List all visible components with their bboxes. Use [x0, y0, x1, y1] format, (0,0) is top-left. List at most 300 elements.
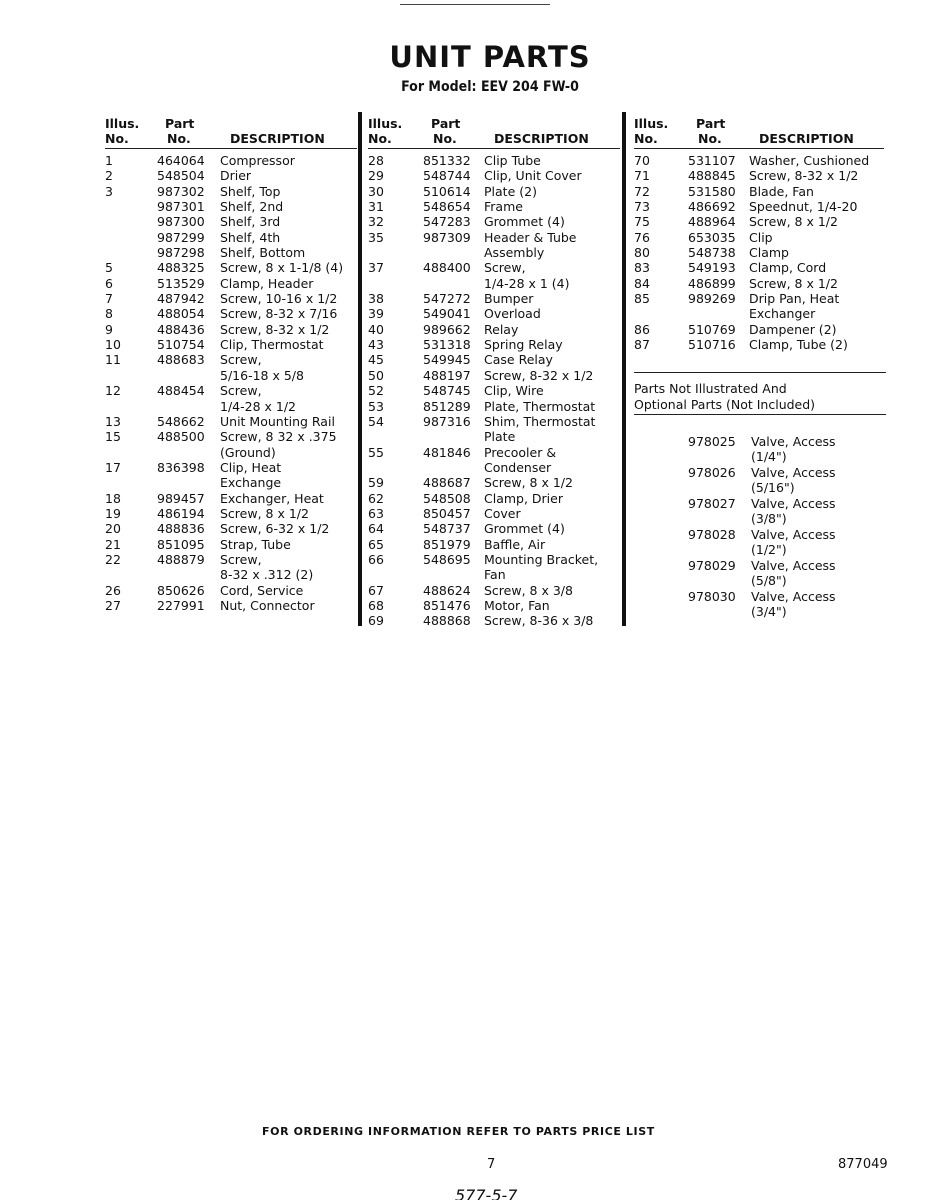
part-number: 978028 — [688, 527, 736, 542]
illus-header: Illus. — [105, 116, 140, 131]
part-number: 548744 — [423, 168, 471, 184]
part-row — [368, 552, 620, 583]
illus-number: 11 — [105, 352, 121, 368]
optional-part-row — [634, 589, 886, 620]
part-description — [484, 306, 620, 321]
illus-header: No. — [105, 131, 129, 146]
part-number: 464064 — [157, 153, 205, 168]
part-description — [220, 521, 357, 536]
illus-header: No. — [634, 131, 658, 146]
description-line: Screw, 8 x 1/2 — [749, 214, 838, 230]
part-number: 488500 — [157, 429, 205, 445]
part-description — [484, 184, 620, 199]
part-number: 836398 — [157, 459, 205, 475]
part-description — [484, 506, 620, 521]
part-description — [484, 337, 620, 352]
part-number: 486692 — [688, 199, 736, 215]
illus-number: 70 — [634, 153, 650, 168]
part-row — [105, 184, 357, 199]
description-line: Screw, 8-32 x 1/2 — [484, 367, 594, 383]
part-description — [749, 322, 884, 337]
column-header — [634, 114, 884, 149]
part-row — [368, 445, 620, 476]
part-row — [368, 184, 620, 199]
part-number: 531107 — [688, 153, 736, 168]
part-description — [220, 168, 357, 183]
part-number: 486899 — [688, 275, 736, 291]
illus-header: No. — [368, 131, 392, 146]
part-number: 987316 — [423, 413, 471, 429]
description-line: Dampener (2) — [749, 321, 837, 337]
illus-number: 67 — [368, 582, 384, 598]
part-number: 987298 — [157, 245, 205, 261]
illus-number: 65 — [368, 536, 384, 552]
part-description — [220, 429, 357, 460]
part-row — [105, 214, 357, 229]
part-number: 987301 — [157, 199, 205, 215]
part-row — [368, 322, 620, 337]
description-line: (Ground) — [220, 444, 276, 460]
part-number: 850457 — [423, 505, 471, 521]
column-divider — [622, 112, 626, 626]
part-header: Part — [696, 116, 726, 131]
part-row — [634, 245, 884, 260]
illus-number: 54 — [368, 413, 384, 429]
part-description — [751, 496, 836, 526]
description-line: Plate — [484, 429, 516, 445]
part-row — [105, 306, 357, 321]
part-row — [634, 153, 884, 168]
part-number: 488683 — [157, 352, 205, 368]
part-row — [105, 537, 357, 552]
part-row — [368, 521, 620, 536]
part-row — [634, 322, 884, 337]
column-header — [368, 114, 620, 149]
part-row — [368, 537, 620, 552]
description-line: Plate, Thermostat — [484, 398, 596, 414]
part-number: 547283 — [423, 214, 471, 230]
illus-number: 69 — [368, 613, 384, 629]
part-description — [484, 552, 620, 583]
part-row — [634, 291, 884, 322]
description-line: Plate (2) — [484, 183, 537, 199]
description-line: Screw, — [484, 260, 526, 276]
part-description — [220, 552, 357, 583]
part-description — [484, 291, 620, 306]
illus-number: 32 — [368, 214, 384, 230]
part-description — [220, 276, 357, 291]
part-header: Part — [165, 116, 195, 131]
part-description — [484, 414, 620, 445]
part-row — [105, 383, 357, 414]
description-line: 1/4-28 x 1/2 — [220, 398, 296, 414]
part-description — [220, 352, 357, 383]
illus-number: 7 — [105, 291, 113, 307]
part-row — [368, 168, 620, 183]
part-number: 548662 — [157, 413, 205, 429]
illus-number: 18 — [105, 490, 121, 506]
illus-number: 53 — [368, 398, 384, 414]
part-row — [105, 506, 357, 521]
part-number: 548695 — [423, 551, 471, 567]
illus-number: 27 — [105, 597, 121, 613]
part-description — [220, 583, 357, 598]
description-line: Drier — [220, 168, 252, 184]
parts-column — [634, 114, 884, 352]
illus-number: 68 — [368, 597, 384, 613]
description-line: Shelf, 3rd — [220, 214, 281, 230]
part-row — [368, 352, 620, 367]
description-line: Spring Relay — [484, 337, 563, 353]
part-number: 987309 — [423, 229, 471, 245]
part-number: 978029 — [688, 558, 736, 573]
description-line: Clamp — [749, 245, 789, 261]
description-line: Exchanger, Heat — [220, 490, 324, 506]
description-line: Bumper — [484, 291, 534, 307]
divider — [634, 372, 886, 381]
illus-number: 52 — [368, 383, 384, 399]
part-description — [749, 230, 884, 245]
part-row — [634, 337, 884, 352]
part-description — [751, 434, 836, 464]
illus-number: 1 — [105, 153, 113, 168]
description-line: Screw, 8 x 1/2 — [749, 275, 838, 291]
illus-number: 5 — [105, 260, 113, 276]
description-line: Shelf, Bottom — [220, 245, 306, 261]
part-description — [749, 214, 884, 229]
illus-header: Illus. — [368, 116, 403, 131]
illus-number: 63 — [368, 505, 384, 521]
illus-number: 19 — [105, 505, 121, 521]
description-header: DESCRIPTION — [759, 131, 854, 146]
handwritten-note: 577-5-7 — [455, 1186, 518, 1200]
part-row — [634, 199, 884, 214]
part-number: 989662 — [423, 321, 471, 337]
part-number: 978025 — [688, 434, 736, 449]
description-line: Screw, 8-36 x 3/8 — [484, 613, 594, 629]
description-line: Case Relay — [484, 352, 553, 368]
part-number: 851979 — [423, 536, 471, 552]
illus-number: 72 — [634, 183, 650, 199]
description-line: (3/4") — [751, 604, 787, 619]
illus-number: 2 — [105, 168, 113, 184]
part-row — [634, 184, 884, 199]
part-number: 488836 — [157, 521, 205, 537]
part-number: 850626 — [157, 582, 205, 598]
part-row — [368, 260, 620, 291]
part-description — [220, 153, 357, 168]
part-number: 486194 — [157, 505, 205, 521]
part-row — [105, 276, 357, 291]
part-number: 978030 — [688, 589, 736, 604]
part-number: 549945 — [423, 352, 471, 368]
part-row — [368, 506, 620, 521]
part-description — [220, 214, 357, 229]
description-line: Speednut, 1/4-20 — [749, 199, 858, 215]
part-row — [105, 598, 357, 613]
part-description — [751, 589, 836, 619]
illus-number: 59 — [368, 475, 384, 491]
description-line: Motor, Fan — [484, 597, 550, 613]
part-number: 851476 — [423, 597, 471, 613]
part-row — [634, 230, 884, 245]
part-description — [220, 414, 357, 429]
part-number: 987300 — [157, 214, 205, 230]
part-number: 227991 — [157, 597, 205, 613]
part-description — [220, 199, 357, 214]
description-line: Fan — [484, 567, 506, 583]
part-number: 547272 — [423, 291, 471, 307]
illus-number: 73 — [634, 199, 650, 215]
description-line: (1/2") — [751, 542, 787, 557]
part-description — [751, 558, 836, 588]
description-line: Clip, Wire — [484, 383, 544, 399]
part-number: 851332 — [423, 153, 471, 168]
part-row — [634, 214, 884, 229]
part-description — [220, 460, 357, 491]
part-row — [105, 460, 357, 491]
part-description — [220, 491, 357, 506]
part-number: 488454 — [157, 383, 205, 399]
part-row — [105, 552, 357, 583]
part-row — [368, 153, 620, 168]
part-row — [368, 383, 620, 398]
part-description — [484, 598, 620, 613]
part-number: 548504 — [157, 168, 205, 184]
optional-part-row — [634, 496, 886, 527]
part-description — [220, 306, 357, 321]
description-line: Screw, 8 x 1/2 — [220, 505, 309, 521]
description-line: Blade, Fan — [749, 183, 814, 199]
illus-number: 85 — [634, 291, 650, 307]
description-line: Valve, Access — [751, 496, 836, 511]
illus-number: 64 — [368, 521, 384, 537]
heading-line: Optional Parts (Not Included) — [634, 397, 816, 412]
part-description — [749, 168, 884, 183]
part-number: 488845 — [688, 168, 736, 184]
description-line: Clamp, Cord — [749, 260, 827, 276]
illus-number: 35 — [368, 229, 384, 245]
description-line: (5/8") — [751, 573, 787, 588]
part-number: 510769 — [688, 321, 736, 337]
part-number: 487942 — [157, 291, 205, 307]
part-row — [368, 368, 620, 383]
description-line: Nut, Connector — [220, 597, 315, 613]
illus-number: 22 — [105, 551, 121, 567]
illus-number: 13 — [105, 413, 121, 429]
description-line: Exchanger — [749, 306, 816, 322]
illus-number: 75 — [634, 214, 650, 230]
description-line: (3/8") — [751, 511, 787, 526]
optional-part-row — [634, 465, 886, 496]
illus-number: 87 — [634, 337, 650, 353]
description-line: Screw, 8 32 x .375 — [220, 429, 337, 445]
part-description — [220, 291, 357, 306]
part-description — [484, 352, 620, 367]
illus-number: 3 — [105, 183, 113, 199]
part-number: 548745 — [423, 383, 471, 399]
part-description — [484, 537, 620, 552]
description-line: Valve, Access — [751, 465, 836, 480]
illus-number: 20 — [105, 521, 121, 537]
illus-number: 43 — [368, 337, 384, 353]
part-number: 548654 — [423, 199, 471, 215]
part-number: 548508 — [423, 490, 471, 506]
illus-number: 9 — [105, 321, 113, 337]
part-description — [484, 322, 620, 337]
description-line: Grommet (4) — [484, 214, 565, 230]
part-number: 978027 — [688, 496, 736, 511]
description-line: Cover — [484, 505, 521, 521]
part-number: 510716 — [688, 337, 736, 353]
description-line: Overload — [484, 306, 541, 322]
part-number: 978026 — [688, 465, 736, 480]
description-line: Baffle, Air — [484, 536, 546, 552]
part-number: 488624 — [423, 582, 471, 598]
part-row — [105, 521, 357, 536]
scan-mark — [400, 4, 550, 5]
part-description — [484, 260, 620, 291]
part-header: No. — [698, 131, 722, 146]
description-line: Screw, 8-32 x 7/16 — [220, 306, 338, 322]
part-number: 488436 — [157, 321, 205, 337]
description-line: Valve, Access — [751, 589, 836, 604]
description-line: Condenser — [484, 459, 552, 475]
part-description — [484, 583, 620, 598]
part-description — [749, 184, 884, 199]
part-description — [484, 613, 620, 628]
part-number: 531580 — [688, 183, 736, 199]
description-line: Mounting Bracket, — [484, 551, 599, 567]
illus-number: 84 — [634, 275, 650, 291]
part-description — [749, 337, 884, 352]
illus-number: 12 — [105, 383, 121, 399]
heading-line: Parts Not Illustrated And — [634, 381, 787, 396]
part-row — [105, 199, 357, 214]
part-description — [484, 230, 620, 261]
illus-number: 8 — [105, 306, 113, 322]
description-line: (5/16") — [751, 480, 795, 495]
description-line: Strap, Tube — [220, 536, 291, 552]
optional-part-row — [634, 434, 886, 465]
column-header — [105, 114, 357, 149]
description-line: Valve, Access — [751, 558, 836, 573]
part-number: 987299 — [157, 229, 205, 245]
description-line: Valve, Access — [751, 434, 836, 449]
part-description — [220, 598, 357, 613]
part-description — [749, 260, 884, 275]
part-row — [368, 214, 620, 229]
description-line: Screw, 8 x 1/2 — [484, 475, 573, 491]
description-line: Shelf, Top — [220, 183, 281, 199]
part-description — [220, 260, 357, 275]
part-number: 510614 — [423, 183, 471, 199]
part-number: 513529 — [157, 275, 205, 291]
description-line: Screw, 10-16 x 1/2 — [220, 291, 338, 307]
part-number: 488325 — [157, 260, 205, 276]
ordering-note: FOR ORDERING INFORMATION REFER TO PARTS PRICE LIST — [262, 1125, 655, 1138]
part-row — [105, 245, 357, 260]
part-description — [749, 245, 884, 260]
part-number: 488964 — [688, 214, 736, 230]
description-line: Shelf, 4th — [220, 229, 281, 245]
description-line: Screw, 8-32 x 1/2 — [220, 321, 330, 337]
description-line: Screw, 6-32 x 1/2 — [220, 521, 330, 537]
part-number: 488400 — [423, 260, 471, 276]
parts-column — [368, 114, 620, 629]
description-line: Header & Tube — [484, 229, 577, 245]
part-number: 488868 — [423, 613, 471, 629]
part-number: 548737 — [423, 521, 471, 537]
part-row — [105, 491, 357, 506]
part-row — [105, 429, 357, 460]
part-row — [368, 491, 620, 506]
part-row — [368, 583, 620, 598]
part-number: 488054 — [157, 306, 205, 322]
part-description — [484, 521, 620, 536]
part-description — [484, 153, 620, 168]
part-description — [220, 230, 357, 245]
illus-number: 30 — [368, 183, 384, 199]
illus-number: 76 — [634, 229, 650, 245]
model-subtitle: For Model: EEV 204 FW-0 — [401, 79, 579, 95]
column-divider — [358, 112, 362, 626]
part-description — [749, 291, 884, 322]
part-description — [751, 527, 836, 557]
part-description — [749, 199, 884, 214]
part-description — [220, 245, 357, 260]
description-line: Exchange — [220, 475, 282, 491]
description-line: Compressor — [220, 153, 295, 168]
description-line: Clamp, Drier — [484, 490, 563, 506]
part-row — [105, 322, 357, 337]
part-number: 510754 — [157, 337, 205, 353]
part-description — [220, 322, 357, 337]
page-number: 7 — [487, 1157, 496, 1172]
description-line: Assembly — [484, 245, 545, 261]
part-description — [220, 184, 357, 199]
illus-number: 45 — [368, 352, 384, 368]
illus-number: 21 — [105, 536, 121, 552]
part-number: 549193 — [688, 260, 736, 276]
part-description — [484, 368, 620, 383]
part-description — [484, 383, 620, 398]
description-line: Clip, Thermostat — [220, 337, 324, 353]
part-row — [634, 168, 884, 183]
illus-number: 55 — [368, 444, 384, 460]
part-description — [484, 214, 620, 229]
illus-number: 83 — [634, 260, 650, 276]
part-description — [484, 491, 620, 506]
illus-number: 37 — [368, 260, 384, 276]
description-line: Shelf, 2nd — [220, 199, 284, 215]
description-line: Relay — [484, 321, 519, 337]
optional-parts-heading — [634, 381, 886, 415]
part-row — [368, 598, 620, 613]
part-description — [751, 465, 836, 495]
illus-number: 62 — [368, 490, 384, 506]
illus-number: 38 — [368, 291, 384, 307]
illus-number: 26 — [105, 582, 121, 598]
description-line: Clip, Unit Cover — [484, 168, 582, 184]
part-number: 488197 — [423, 367, 471, 383]
description-line: Drip Pan, Heat — [749, 291, 840, 307]
illus-header: Illus. — [634, 116, 669, 131]
description-line: Clamp, Header — [220, 275, 314, 291]
description-line: Clip Tube — [484, 153, 541, 168]
part-description — [220, 537, 357, 552]
description-line: 8-32 x .312 (2) — [220, 567, 314, 583]
